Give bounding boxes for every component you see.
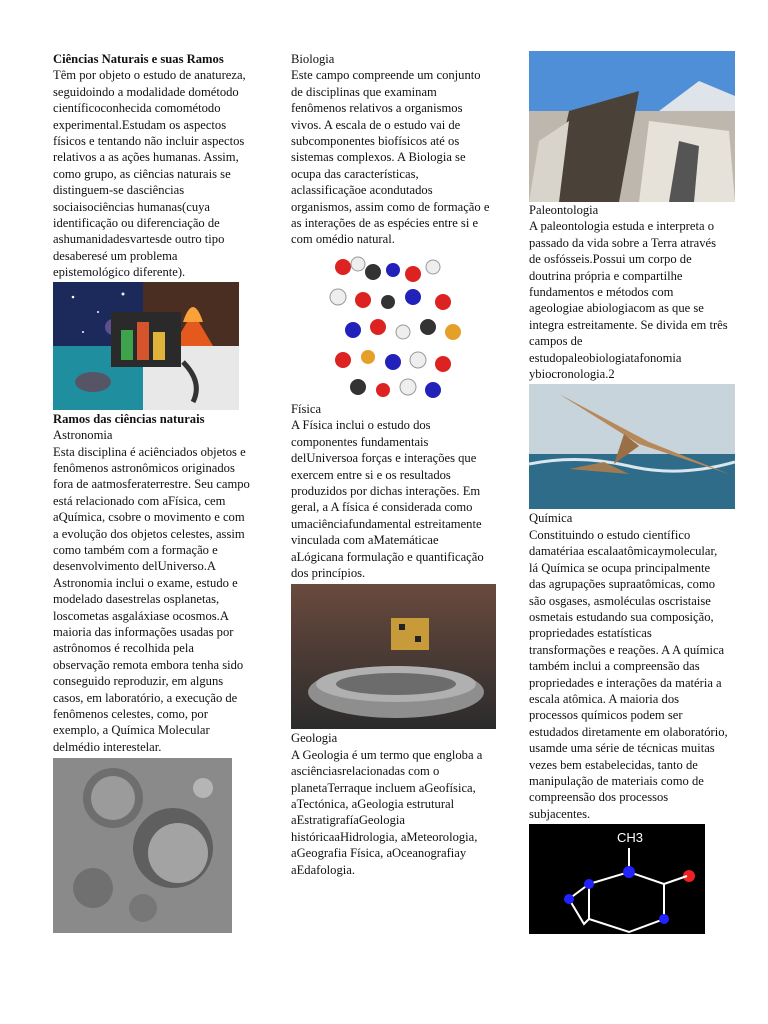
molecule-label: CH3 [617,830,644,846]
moon-surface-image [53,758,232,933]
rock-formation-image [529,51,735,202]
geologia-title: Geologia [291,731,338,746]
molecule-diagram-image [529,824,705,934]
intro-text: Têm por objeto o estudo de anatureza, seguidoindo a modalidade dométodo científicoconhecida comométodo experimental.Estudam os aspectos físicos e tentando não incluir aspectos relativos a as ações humanas. Assim, como grupo, as ciências naturais se distinguem-se dasciências sociaisociências humanas(cuya identificação ou diferenciação de ashumanidadesvartesde outro tipo desaberesé um problema epistemológico diferente). [53,68,246,280]
ramos-heading: Ramos das ciências naturais [53,411,205,426]
section-title: Ciências Naturais e suas Ramos [53,52,224,66]
magnetic-levitation-image [291,584,496,729]
column-1 [53,51,253,933]
dna-model-image [313,252,473,399]
quimica-text: Constituindo o estudo científico damatériaa escalaatômicaymolecular, lá Química se ocupa principalmente das agrupações supraatômicas, como são osgases, asmoléculas oscristaise osmetais estudando sua composição, propriedades estatísticas transformações e reações. A A química também inclui a compreensão das propriedades e interações da matéria a escala atômica. A maioria dos processos químicos podem ser estudados diretamente em olaboratório, usamde uma série de técnicas muitas vezes bem estabelecidas, tanto de manipulação de materiais como de compreensão dos processos subjacentes. [529,527,728,821]
pterosaur-image [529,384,735,509]
column-3 [529,51,729,934]
astronomia-title: Astronomia [53,428,113,443]
column-2 [291,51,491,878]
natural-sciences-collage-image [53,282,239,410]
fisica-title: Física [291,401,322,416]
paleontologia-title: Paleontologia [529,203,599,217]
quimica-title: Química [529,511,573,526]
astronomia-text: Esta disciplina é aciênciados objetos e fenômenos astronômicos originados fora de aatmosferaterrestre. Seu campo está relacionado com aFísica, cem aQuímica, csobre o movimento e com a evolução dos objetos celestes, assim como também com a formação e desenvolvimento delUniverso.A Astronomia inclui o exame, estudo e modelado dasestrelas osplanetas, loscometas asgaláxiase ocosmos.A maioria das informações usadas por astrônomos é recolhida pela observação remota embora tenha sido conseguido reproduzir, em alguns casos, em laboratório, a execução de fenômenos celestes, como, por exemplo, a Química Molecular delmédio interestelar. [53,444,250,754]
paleontologia-text: A paleontologia estuda e interpreta o passado da vida sobre a Terra através de osfósseis.Possui um corpo de doutrina própria e compartilhe fundamentos e métodos com ageologiae abiologiacom as que se integra estreitamente. Se divida em três campos de estudopaleobiologiatafonomia ybiocronologia.2 [529,219,728,382]
biologia-title: Biologia [291,52,335,66]
fisica-text: A Física inclui o estudo dos componentes fundamentais delUniversoa forças e interações que exercem entre si e os resultados produzidos por dichas interações. Em geral, a A física é considerada como umaciênciafundamental estreitamente vinculada com aMatemáticae aLógicana formulação e quantificação dos princípios. [291,418,484,580]
geologia-text: A Geologia é um termo que engloba a asciênciasrelacionadas com o planetaTerraque incluem aGeofísica, aTectónica, aGeologia estrutural aEstratigrafíaGeologia históricaaHidrologia, aMeteorologia, aGeografia Física, aOceanografiay aEdafologia. [291,747,483,877]
biologia-text: Este campo compreende um conjunto de disciplinas que examinam fenômenos relativos a organismos vivos. A escala de o estudo vai de subcomponentes biofísicos até os sistemas complexos. A Biologia se ocupa das características, aclassificaçãoe acondutados organismos, assim como de formação e as interações de as espécies entre si e com omédio natural. [291,68,490,247]
